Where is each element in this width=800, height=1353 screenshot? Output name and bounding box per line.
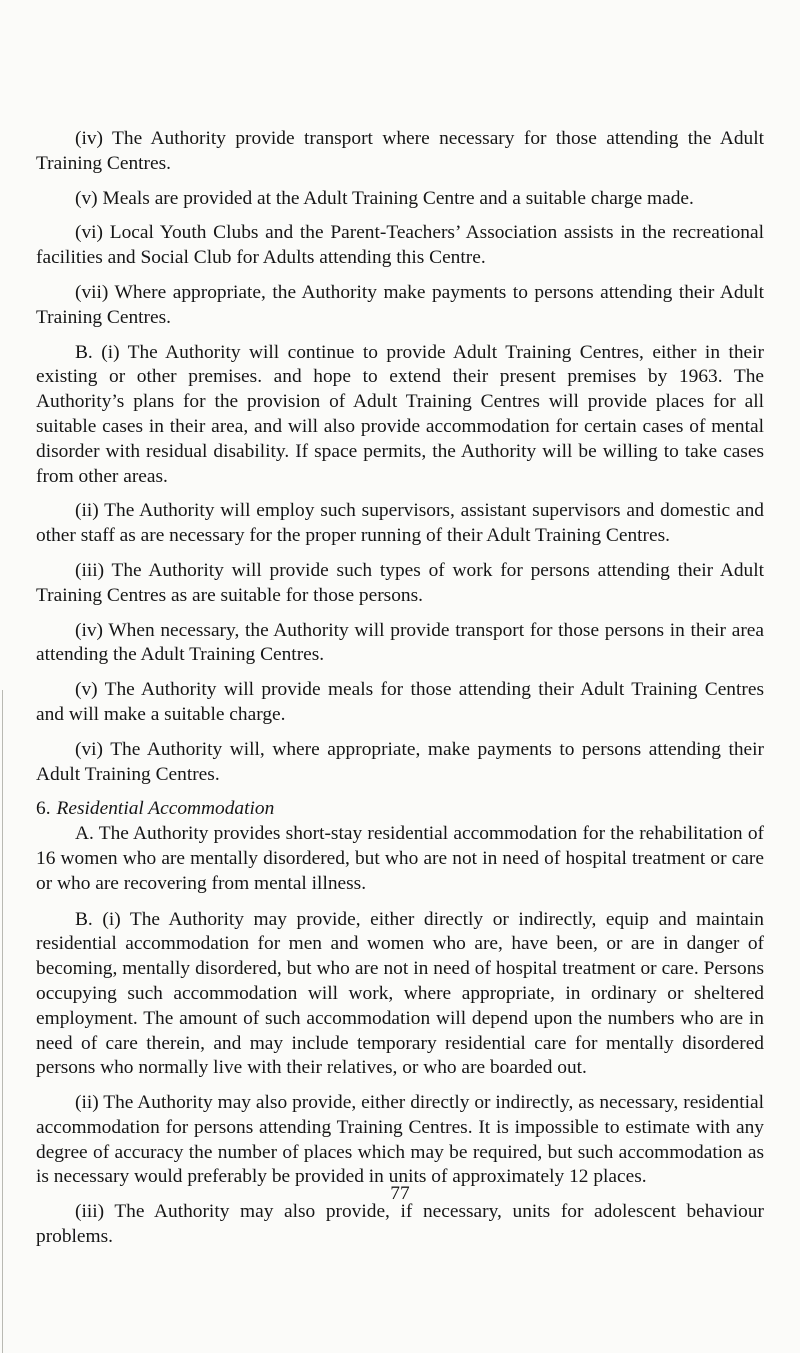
paragraph-b-iii-adolescent: (iii) The Authority may also provide, if necessary, units for adolescent behaviour problems.: [36, 1201, 764, 1248]
paragraph-b-iv-transport: (iv) When necessary, the Authority will provide transport for those persons in their area attending the Adult Training Centres.: [36, 619, 764, 666]
paragraph-b-ii-residential: (ii) The Authority may also provide, either directly or indirectly, as necessary, residential accommodation for persons attending Training Centres. It is impossible to estimate with any degree of accuracy the number of places which may be required, but such accommodation as is necessary would preferably be provided in units of approximately 12 places.: [36, 1092, 764, 1188]
paragraph-iv-transport: (iv) The Authority provide transport where necessary for those attending the Adult Training Centres.: [36, 128, 764, 174]
paragraph-vii-payments: (vii) Where appropriate, the Authority make payments to persons attending their Adult Training Centres.: [36, 281, 764, 328]
page-edge-divider: [2, 690, 3, 1353]
section-title: Residential Accommodation: [56, 798, 275, 820]
section-heading: [36, 797, 764, 822]
paragraph-b-v-meals: (v) The Authority will provide meals for those attending their Adult Training Centres and will make a suitable charge.: [36, 679, 764, 725]
paragraph-v-meals: (v) Meals are provided at the Adult Training Centre and a suitable charge made.: [75, 187, 694, 209]
section-number: 6.: [36, 798, 51, 820]
paragraph-b-iii-work: (iii) The Authority will provide such types of work for persons attending their Adult Training Centres as are suitable for those persons.: [36, 559, 764, 606]
paragraph-vi-youth-clubs: (vi) Local Youth Clubs and the Parent-Teachers’ Association assists in the recreational facilities and Social Club for Adults attending this Centre.: [36, 222, 764, 269]
paragraph-b-ii-staff: (ii) The Authority will employ such supervisors, assistant supervisors and domestic and other staff as are necessary for the proper running of their Adult Training Centres.: [36, 500, 764, 547]
page-number: 77: [390, 1183, 410, 1204]
paragraph-a-short-stay: A. The Authority provides short-stay residential accommodation for the rehabilitation of 16 women who are mentally disordered, but who are not in need of hospital treatment or care or who are recovering from mental illness.: [36, 823, 764, 894]
paragraph-b-i-residential: B. (i) The Authority may provide, either directly or indirectly, equip and maintain residential accommodation for men and women who are, have been, or are in danger of becoming, mentally disordered, but who are not in need of hospital treatment or care. Persons occupying such accommodation will work, where appropriate, in ordinary or sheltered employment. The amount of such accommodation will depend upon the numbers who are in need of care therein, and may include temporary residential care for mentally disordered persons who normally live with their relatives, or who are boarded out.: [36, 908, 764, 1079]
paragraph-b-i-training-centres: B. (i) The Authority will continue to provide Adult Training Centres, either in their existing or other premises. and hope to extend their present premises by 1963. The Authority’s plans for the provision of Adult Training Centres will provide places for all suitable cases in their area, and will also provide accommodation for certain cases of mental disorder with residual disability. If space permits, the Authority will be willing to take cases from other areas.: [36, 341, 764, 487]
body-text: [36, 127, 764, 1250]
paragraph-b-vi-payments: (vi) The Authority will, where appropriate, make payments to persons attending their Adult Training Centres.: [36, 738, 764, 785]
